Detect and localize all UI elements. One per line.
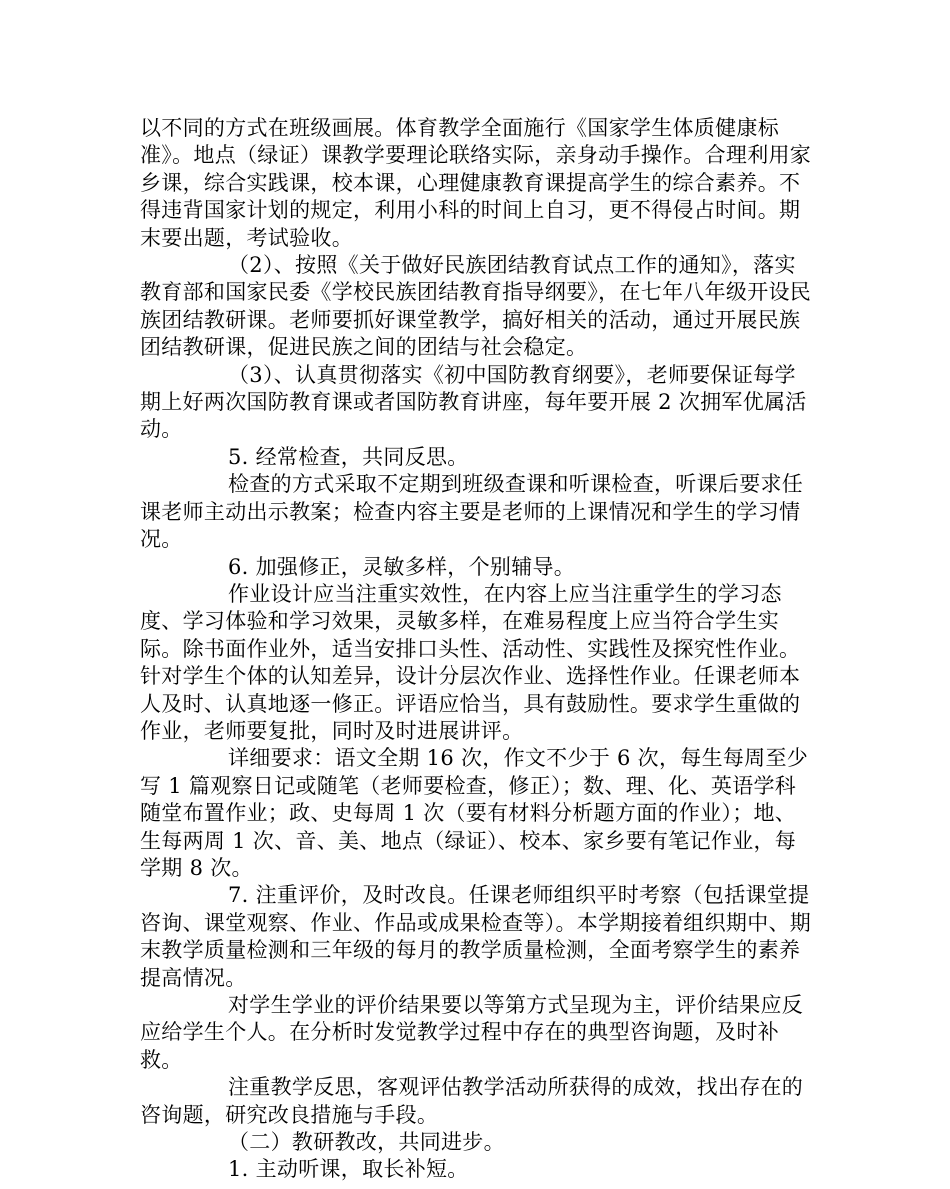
paragraph-inspection: 检查的方式采取不定期到班级查课和听课检查，听课后要求任课老师主动出示教案；检查内容主要是老师的上课情况和学生的学习情况。: [140, 472, 804, 552]
paragraph-national-defense: （3）、认真贯彻落实《初中国防教育纲要》，老师要保证每学期上好两次国防教育课或者国防教育讲座，每年要开展 2 次拥军优属活动。: [140, 362, 807, 442]
paragraph-ethnic-unity: （2）、按照《关于做好民族团结教育试点工作的通知》，落实教育部和国家民委《学校民族团结教育指导纲要》，在七年八年级开设民族团结教研课。老师要抓好课堂教学，搞好相关的活动，通过开展民族团结教研课，促进民族之间的团结与社会稳定。: [140, 253, 812, 360]
heading-inspection: 5. 经常检查，共同反思。: [228, 444, 469, 469]
heading-teaching-research: （二）教研教改，共同进步。: [228, 1130, 505, 1155]
paragraph-teaching-reflection: 注重教学反思，客观评估教学活动所获得的成效，找出存在的咨询题，研究改良措施与手段。: [140, 1075, 804, 1127]
paragraph-pe-curriculum: 以不同的方式在班级画展。体育教学全面施行《国家学生体质健康标准》。地点（绿证）课教学要理论联络实际，亲身动手操作。合理利用家乡课，综合实践课，校本课，心理健康教育课提高学生的综合素养。不得违背国家计划的规定，利用小科的时间上自习，更不得侵占时间。期末要出题，考试验收。: [140, 116, 812, 250]
paragraph-evaluation: 7. 注重评价，及时改良。任课老师组织平时考察（包括课堂提咨询、课堂观察、作业、作品或成果检查等）。本学期接着组织期中、期末教学质量检测和三年级的每月的教学质量检测，全面考察学生的素养提高情况。: [140, 883, 812, 990]
paragraph-homework-requirements: 详细要求：语文全期 16 次，作文不少于 6 次，每生每周至少写 1 篇观察日记或随笔（老师要检查，修正）；数、理、化、英语学科随堂布置作业；政、史每周 1 次（要有材料分析题方面的作业）；地、生每两周 1 次、音、美、地点（绿证）、校本、家乡要有笔记作业，每学期 8 次。: [140, 746, 809, 880]
document-page: [140, 115, 814, 1184]
heading-lesson-observation: 1. 主动听课，取长补短。: [228, 1157, 469, 1182]
paragraph-evaluation-results: 对学生学业的评价结果要以等第方式呈现为主，评价结果应反应给学生个人。在分析时发觉教学过程中存在的典型咨询题，及时补救。: [140, 993, 804, 1072]
paragraph-homework-design: 作业设计应当注重实效性，在内容上应当注重学生的学习态度、学习体验和学习效果，灵敏多样，在难易程度上应当符合学生实际。除书面作业外，适当安排口头性、活动性、实践性及探究性作业。针对学生个体的认知差异，设计分层次作业、选择性作业。任课老师本人及时、认真地逐一修正。评语应恰当，具有鼓励性。要求学生重做的作业，老师要复批，同时及时进展讲评。: [140, 581, 801, 743]
heading-homework-correction: 6. 加强修正，灵敏多样，个别辅导。: [228, 554, 576, 579]
